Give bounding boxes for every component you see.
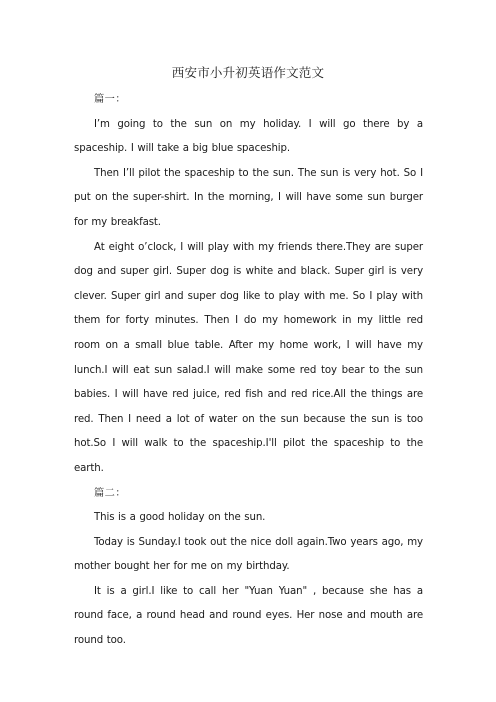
paragraph: Today is Sunday.I took out the nice doll again.Two years ago, my mother bought her for me on my birthday. [74, 536, 423, 573]
paragraph: This is a good holiday on the sun. [94, 512, 266, 524]
document-body [74, 88, 423, 654]
section-heading-1: 篇一： [94, 94, 127, 105]
paragraph: I’m going to the sun on my holiday. I will go there by a spaceship. I will take a big blue spaceship. [74, 118, 423, 155]
paragraph: Then I’ll pilot the spaceship to the sun. The sun is very hot. So I put on the super-shirt. In the morning, I will have some sun burger for my breakfast. [74, 167, 423, 228]
document-title: 西安市小升初英语作文范文 [171, 65, 325, 80]
paragraph: At eight o’clock, I will play with my friends there.They are super dog and super girl. Super dog is white and black. Super girl is very clever. Super girl and super dog like to play with me. So I play with them for forty minutes. Then I do my homework in my little red room on a small blue table. After my home work, I will have my lunch.I will eat sun salad.I will make some red toy bear to the sun babies. I will have red juice, red fish and red rice.All the things are red. Then I need a lot of water on the sun because the sun is too hot.So I will walk to the spaceship.I'll pilot the spaceship to the earth. [74, 241, 423, 474]
paragraph: It is a girl.I like to call her "Yuan Yuan" , because she has a round face, a round head and round eyes. Her nose and mouth are round too. [74, 585, 423, 647]
section-heading-2: 篇二： [94, 487, 127, 499]
